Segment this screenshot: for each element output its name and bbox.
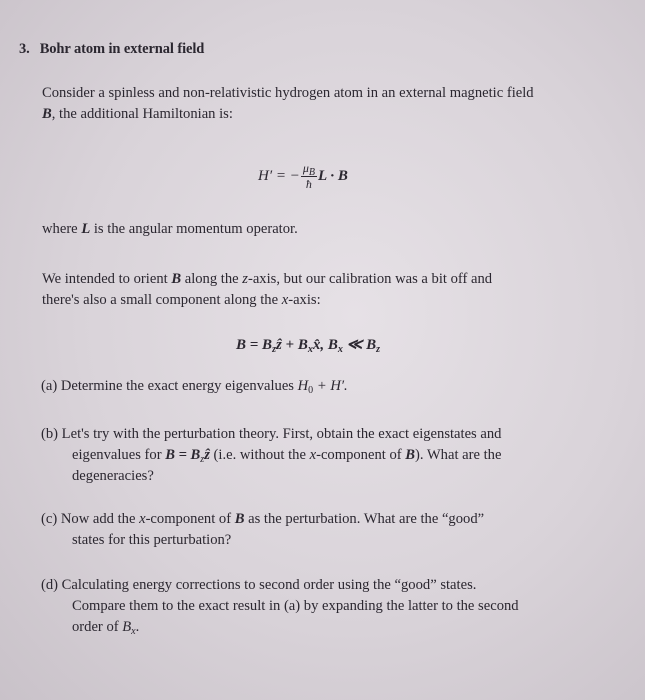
field-eq-a: B = B xyxy=(236,337,273,353)
hamiltonian-equation xyxy=(258,162,348,191)
problem-heading xyxy=(19,41,204,58)
part-a-H: H xyxy=(297,378,309,394)
part-a-label: (a) xyxy=(41,378,58,394)
part-c-symbol-B: B xyxy=(234,511,245,527)
calibration-line-1 xyxy=(42,269,492,290)
part-b-l2-post: ). What are the xyxy=(415,447,502,463)
field-equation xyxy=(236,335,380,354)
calib-post: -axis, but our calibration was a bit off and xyxy=(247,271,493,287)
calibration-line-2 xyxy=(42,290,492,311)
hamiltonian-lhs: H′ = − xyxy=(258,167,300,184)
problem-number: 3. xyxy=(19,41,30,57)
problem-title: Bohr atom in external field xyxy=(39,41,205,57)
field-eq-c: x̂, B xyxy=(312,337,338,353)
part-d-B: B xyxy=(122,619,132,635)
fraction-numerator xyxy=(301,162,317,177)
part-b-l2-mid2: -component of xyxy=(316,447,406,463)
part-c xyxy=(41,509,484,551)
intro-paragraph xyxy=(42,83,534,125)
part-d-sub: x xyxy=(131,626,136,637)
field-eq-sub-z1: z xyxy=(272,344,276,355)
calibration-paragraph xyxy=(42,269,492,311)
part-b-line-1 xyxy=(41,424,501,445)
hamiltonian-rhs: L · B xyxy=(318,167,348,184)
intro-line-1: Consider a spinless and non-relativistic hydrogen atom in an external magnetic field xyxy=(42,85,534,101)
field-eq-sub-x1: x xyxy=(307,344,313,355)
where-post: is the angular momentum operator. xyxy=(90,221,298,237)
part-b-symbol-B: B xyxy=(405,447,415,463)
part-d-l3-post: . xyxy=(135,619,140,635)
field-eq-sub-x2: x xyxy=(337,344,343,355)
part-c-line-1 xyxy=(41,509,484,530)
calib-pre: We intended to orient xyxy=(42,271,172,287)
intro-line-2 xyxy=(42,104,534,125)
part-a-line xyxy=(41,376,348,397)
part-b-text-1: Let's try with the perturbation theory. First, obtain the exact eigenstates and xyxy=(58,426,502,442)
part-c-post: as the perturbation. What are the “good” xyxy=(244,511,485,527)
part-b-sub: z xyxy=(200,454,205,465)
part-d-l3-pre: order of xyxy=(72,619,123,635)
calib-mid: along the xyxy=(181,271,243,287)
symbol-B: B xyxy=(42,106,52,122)
part-b-eq: B = B xyxy=(165,447,201,463)
hamiltonian-fraction xyxy=(301,162,317,191)
field-eq-d: ≪ B xyxy=(342,337,377,353)
mu-symbol: μ xyxy=(302,161,309,175)
intro-line-2-text: , the additional Hamiltonian is: xyxy=(51,106,233,122)
part-b-l2-mid: (i.e. without the xyxy=(209,447,310,463)
part-d-line-3 xyxy=(41,617,519,638)
part-a xyxy=(41,376,348,397)
part-d xyxy=(41,575,519,638)
part-a-text: Determine the exact energy eigenvalues xyxy=(57,378,298,394)
symbol-L: L xyxy=(81,221,91,237)
part-a-post: + H′. xyxy=(313,378,348,394)
part-b-line-3: degeneracies? xyxy=(72,468,154,484)
part-b-l2-pre: eigenvalues for xyxy=(72,447,166,463)
part-d-text-1: Calculating energy corrections to second order using the “good” states. xyxy=(58,577,477,593)
part-c-line-2: states for this perturbation? xyxy=(72,532,232,548)
part-b-axis: x xyxy=(309,447,317,463)
part-c-pre: Now add the xyxy=(57,511,140,527)
field-eq-b: ẑ + B xyxy=(275,337,308,353)
part-b-hat: ẑ xyxy=(204,447,210,463)
fraction-denominator: ħ xyxy=(305,177,312,191)
where-pre: where xyxy=(42,221,82,237)
part-b-line-2 xyxy=(41,445,501,466)
symbol-B-calib: B xyxy=(171,271,182,287)
part-d-line-1 xyxy=(41,575,519,596)
part-c-axis: x xyxy=(139,511,146,527)
part-b xyxy=(41,424,501,487)
where-line xyxy=(42,219,298,240)
field-eq-sub-z2: z xyxy=(376,344,380,355)
part-d-line-2: Compare them to the exact result in (a) by expanding the latter to the second xyxy=(72,598,519,614)
calib2-post: -axis: xyxy=(288,292,321,308)
part-d-label: (d) xyxy=(41,577,59,593)
part-b-label: (b) xyxy=(41,426,59,442)
part-c-label: (c) xyxy=(41,511,58,527)
part-c-mid: -component of xyxy=(145,511,235,527)
mu-subscript: B xyxy=(308,167,315,178)
calib2-pre: there's also a small component along the xyxy=(42,292,282,308)
part-a-sub0: 0 xyxy=(308,385,314,396)
axis-z: z xyxy=(242,271,248,287)
axis-x: x xyxy=(281,292,289,308)
